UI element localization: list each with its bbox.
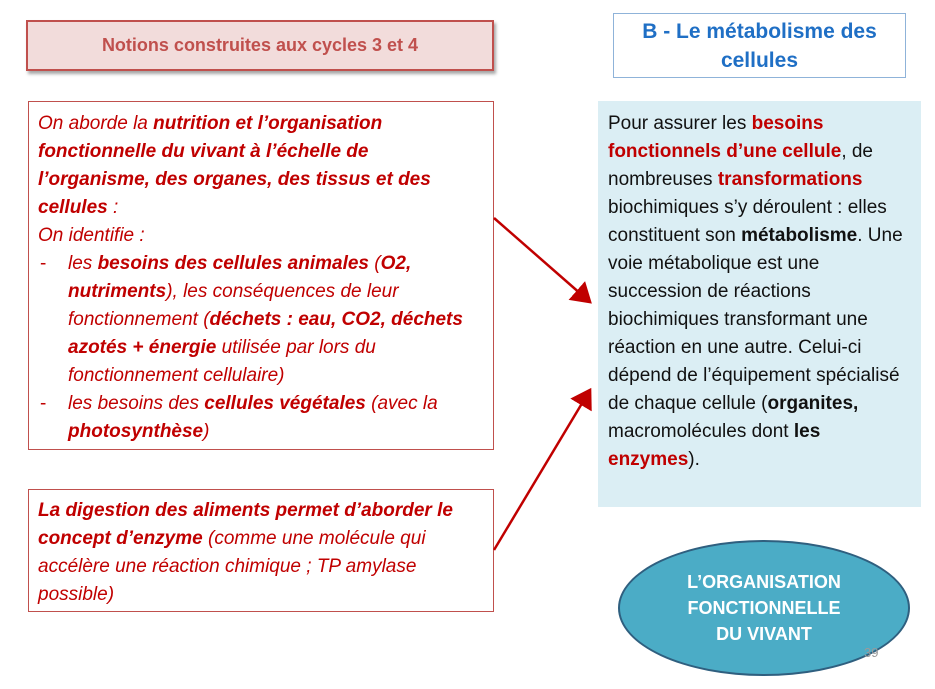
highlight-organites: organites,	[767, 393, 859, 414]
metabolisme-text-box: Pour assurer les besoins fonctionnels d’une cellule, de nombreuses transformations biochimiques s’y déroulent : elles constituent son métabolisme. Une voie métabolique est une succession de réactions biochimiques transformant une réaction en une autre. Celui-ci dépend de l’équipement spécialisé de chaque cellule (organites, macromolécules dont les enzymes).	[598, 101, 921, 507]
ellipse-line1: L’ORGANISATION	[687, 572, 841, 592]
arrow-bottom-icon	[494, 390, 590, 550]
list-item-plant-cells: - les besoins des cellules végétales (avec la photosynthèse)	[38, 390, 483, 446]
arrow-top-icon	[494, 218, 590, 302]
highlight-besoins: besoins fonctionnels d’une cellule	[608, 113, 842, 162]
slide-number: 39	[864, 645, 879, 660]
ellipse-line2: FONCTIONNELLE	[687, 598, 841, 618]
highlight-metabolisme: métabolisme	[741, 225, 858, 246]
digestion-rest: (comme une molécule qui accélère une réaction chimique ; TP amylase possible)	[38, 528, 426, 605]
highlight-enzymes: enzymes	[608, 449, 689, 470]
identify-label: On identifie :	[38, 225, 145, 246]
header-notions-title: Notions construites aux cycles 3 et 4	[101, 35, 419, 55]
list-item-animal-cells: - les besoins des cellules animales (O2, nutriments), les conséquences de leur fonctionnement (déchets : eau, CO2, déchets azotés + énergie utilisée par lors du fonctionnement cellulaire)	[38, 250, 483, 390]
digestion-bold: La digestion des aliments permet d’aborder le concept d’enzyme	[38, 500, 453, 549]
header-metabolisme-line1: B - Le métabolisme des	[642, 19, 877, 43]
header-metabolisme-line2: cellules	[720, 48, 799, 72]
highlight-transformations: transformations	[717, 169, 863, 190]
intro-paragraph: On aborde la nutrition et l’organisation fonctionnelle du vivant à l’échelle de l’organisme, des organes, des tissus et des cellules :	[38, 113, 431, 218]
ellipse-line3: DU VIVANT	[716, 624, 812, 644]
